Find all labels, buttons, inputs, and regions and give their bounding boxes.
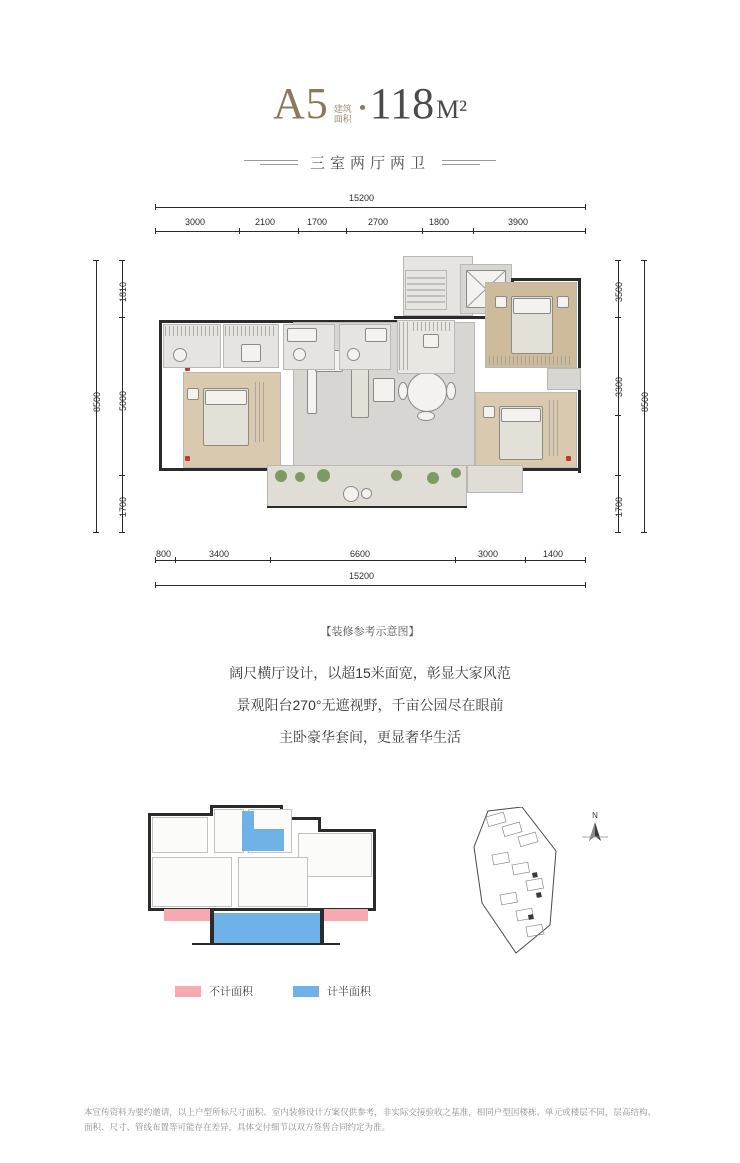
mini-wall-right [373, 829, 376, 911]
balcony-plant [317, 469, 330, 482]
bathtub [287, 328, 317, 342]
legend-label-no-area: 不计面积 [209, 986, 253, 998]
stair-icon [407, 272, 445, 308]
legend-item-half-area [293, 983, 371, 999]
balcony-table [343, 486, 359, 502]
dim-tick [615, 475, 621, 476]
title-row [0, 78, 740, 130]
mini-room-f [238, 857, 308, 907]
dim-tick [585, 228, 586, 234]
dim-left-total: 8500 [92, 391, 102, 412]
dim-bottom-4: 3000 [478, 549, 499, 559]
dim-tick [119, 260, 125, 261]
compass-icon [578, 809, 612, 853]
sofa [351, 364, 369, 418]
dim-tick [119, 317, 125, 318]
tv-cabinet [307, 368, 317, 414]
dim-left-2: 5000 [118, 390, 128, 411]
dim-top-2: 2100 [255, 217, 276, 227]
dim-tick [615, 532, 621, 533]
dim-tick [455, 557, 456, 563]
dining-table [407, 372, 447, 412]
bottom-diagram [0, 787, 740, 1017]
wall-left [159, 320, 162, 470]
dim-left-3: 1700 [118, 496, 128, 517]
balcony-plant [295, 472, 305, 482]
kitchen-counter-top [413, 322, 453, 331]
dim-tick [175, 557, 176, 563]
dim-tick [585, 557, 586, 563]
kitchen-counter-left [399, 322, 409, 370]
dim-bottom-total: 15200 [349, 571, 375, 581]
bed-2-pillows [501, 408, 541, 422]
area-calculation-diagram [148, 805, 398, 965]
dim-top-5: 1800 [429, 217, 450, 227]
dim-top-3: 1700 [307, 217, 328, 227]
dim-bottom-seg-line [155, 560, 585, 561]
bed-3-pillows [205, 390, 247, 405]
dim-tick [585, 204, 586, 210]
legend [175, 983, 371, 999]
dim-tick [270, 557, 271, 563]
wardrobe-3 [255, 382, 264, 442]
toilet-1 [173, 348, 187, 362]
dim-bottom-1: 800 [156, 549, 172, 559]
dim-bottom-2: 3400 [209, 549, 230, 559]
desc-line-1: 阔尺横厅设计，以超15米面宽，彰显大家风范 [229, 665, 511, 681]
washer [241, 344, 261, 362]
dim-top-1: 3000 [185, 217, 206, 227]
laundry-counter [225, 326, 277, 336]
desc-line-3: 主卧豪华套间，更显奢华生活 [279, 729, 461, 745]
mini-balcony-rail [192, 943, 340, 945]
rule-right-icon [442, 160, 496, 165]
area-value: 118 [369, 79, 435, 128]
dim-tick [346, 228, 347, 234]
master-wardrobe [489, 356, 573, 365]
dim-tick [641, 532, 647, 533]
room-summary: 三室两厅两卫 [309, 155, 430, 172]
legend-label-half-area: 计半面积 [327, 986, 371, 998]
bath-counter [165, 326, 219, 336]
area-unit: M² [436, 95, 468, 124]
dim-tick [615, 415, 621, 416]
balcony-plant [451, 468, 461, 478]
dim-top-4: 2700 [368, 217, 389, 227]
mini-wall-top-mid [210, 805, 280, 808]
svg-text:N: N [592, 811, 598, 820]
balcony-plant [427, 472, 439, 484]
dim-top-total-line [155, 207, 585, 208]
dim-bottom-5: 1400 [543, 549, 564, 559]
wall-top-right [511, 278, 581, 281]
floor-plan [0, 193, 740, 617]
master-pillows [513, 298, 551, 314]
dim-bottom-total-line [155, 585, 585, 586]
legend-item-no-area [175, 983, 253, 999]
badge-line-2: 面积 [333, 114, 352, 124]
subtitle-row [0, 152, 740, 173]
dining-chair [417, 411, 435, 421]
dim-right-total: 8500 [640, 391, 650, 412]
room-balcony [267, 465, 467, 507]
dim-tick [585, 582, 586, 588]
dim-tick [422, 228, 423, 234]
mini-no-area-right [320, 909, 368, 921]
balcony-chair [361, 488, 372, 499]
stove [423, 334, 439, 348]
dining-chair [446, 382, 456, 400]
balcony-plant [391, 470, 402, 481]
disclaimer: 本宣传资料为要约邀请，以上户型所标尺寸面积、室内装修设计方案仅供参考，非实际交接验收之基准，相同户型因楼栋、单元或楼层不同，层高结构、面积、尺寸、管线布置等可能存在差异，具体交付细节以双方签售合同约定为准。 [84, 1107, 656, 1132]
shower [365, 328, 387, 342]
dim-right-3: 1700 [614, 496, 624, 517]
dim-tick [239, 228, 240, 234]
mini-balcony-wall-l [210, 909, 214, 945]
compass-svg [578, 809, 612, 853]
badge-line-1: 建筑 [333, 104, 352, 114]
dim-tick [93, 260, 99, 261]
mini-room-e [152, 857, 232, 907]
legend-swatch-no-area [175, 986, 201, 997]
nightstand-right [557, 296, 569, 308]
marker-dot [185, 456, 190, 461]
area-label-badge [334, 104, 352, 124]
mini-wall-left [148, 813, 151, 909]
dining-chair [398, 382, 408, 400]
plan-caption-tag: 【装修参考示意图】 [320, 626, 420, 638]
balcony-plant [275, 470, 287, 482]
dim-right-1: 3500 [614, 281, 624, 302]
nightstand-2 [483, 406, 495, 418]
toilet-2 [293, 348, 306, 361]
mini-balcony-wall-r [320, 909, 324, 945]
dim-tick [155, 228, 156, 234]
dim-tick [119, 475, 125, 476]
nightstand-3 [187, 388, 199, 400]
dim-tick [615, 260, 621, 261]
desc-line-2: 景观阳台270°无遮视野，千亩公园尽在眼前 [236, 697, 504, 713]
dim-tick [525, 557, 526, 563]
dim-tick [93, 532, 99, 533]
dim-left-1: 1810 [118, 281, 128, 302]
wardrobe-2 [549, 400, 558, 456]
coffee-table [373, 378, 395, 402]
plan-body [155, 260, 585, 532]
legend-swatch-half-area [293, 986, 319, 997]
mini-half-area-upper2 [248, 829, 284, 851]
mini-half-area-balcony [214, 913, 322, 943]
dim-top-total: 15200 [349, 193, 375, 203]
toilet-3 [347, 348, 360, 361]
mini-room-d [298, 833, 372, 877]
dim-tick [155, 204, 156, 210]
dim-tick [615, 317, 621, 318]
dim-tick [473, 228, 474, 234]
separator-dot-icon [360, 105, 365, 110]
dim-top-6: 3900 [508, 217, 529, 227]
header [0, 0, 740, 173]
dim-tick [119, 532, 125, 533]
plan-code: A5 [272, 79, 329, 128]
room-balcony-side [467, 465, 523, 493]
dim-top-seg-line [155, 231, 585, 232]
rule-left-icon [244, 160, 298, 165]
mini-no-area-left [164, 909, 214, 921]
nightstand-left [495, 296, 507, 308]
dim-right-2: 3300 [614, 376, 624, 397]
dim-tick [641, 260, 647, 261]
dim-bottom-3: 6600 [350, 549, 371, 559]
mini-room-a [152, 817, 208, 853]
balcony-rail [267, 506, 467, 508]
plan-description [0, 657, 740, 753]
marker-dot [566, 456, 571, 461]
dim-tick [155, 582, 156, 588]
mini-wall-top-left [148, 813, 210, 816]
dim-tick [298, 228, 299, 234]
mini-room-b [214, 809, 244, 853]
window-ledge-right [547, 368, 581, 390]
mini-wall-top-far [318, 829, 376, 832]
